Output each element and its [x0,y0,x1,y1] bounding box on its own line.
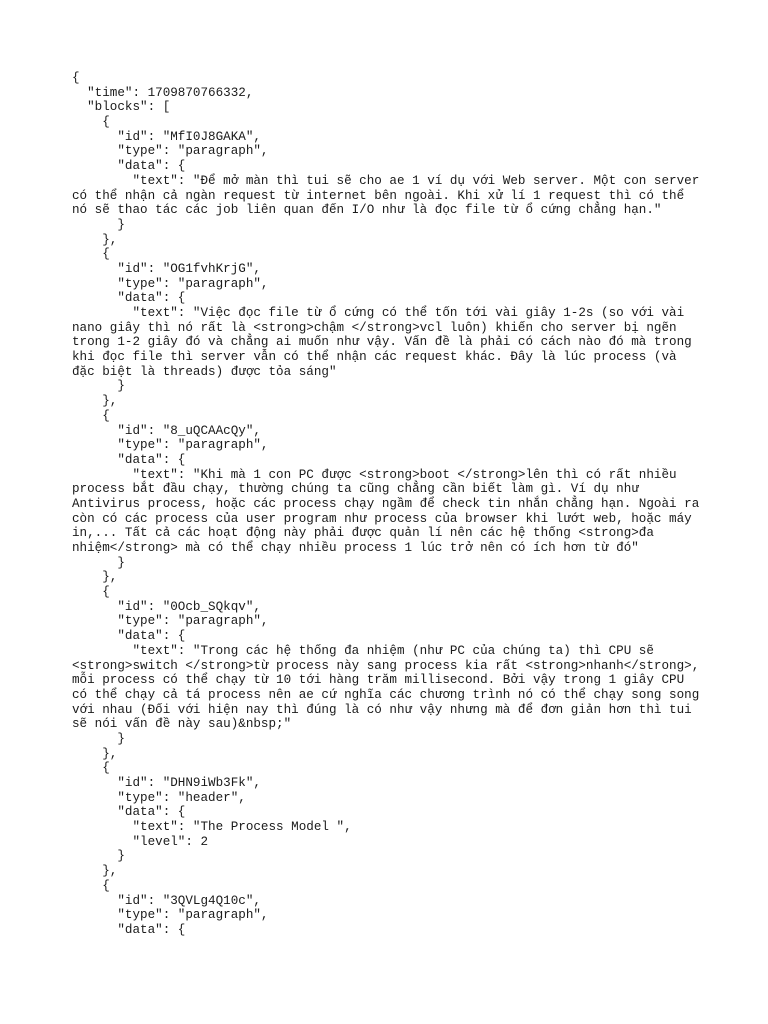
json-document [72,71,712,938]
document-line: còn có các process của user program như process của browser khi lướt web, hoặc máy [72,511,692,526]
document-line: đặc biệt là threads) được tỏa sáng" [72,364,337,379]
document-line: "text": "Khi mà 1 con PC được <strong>boot </strong>lên thì có rất nhiều [72,467,677,482]
document-line: { [72,408,110,423]
document-line: "data": { [72,629,186,644]
document-line: "level": 2 [72,834,209,849]
document-line: khi đọc file thì server vẫn có thể nhận các request khác. Đây là lúc process (và [72,350,677,365]
document-line: nano giây thì nó rất là <strong>chậm </strong>vcl luôn) khiến cho server bị ngẽn [72,320,677,335]
document-line: { [72,71,80,85]
document-line: Antivirus process, hoặc các process chạy ngầm để check tin nhắn chẳng hạn. Ngoài ra [72,496,700,511]
document-line: nhiệm</strong> mà có thể chạy nhiều process 1 lúc trở nên có ích hơn từ đó" [72,541,639,555]
document-line: "data": { [72,291,186,306]
document-line: process bắt đầu chạy, thường chúng ta cũng chẳng cần biết làm gì. Ví dụ như [72,482,639,497]
document-line: "type": "paragraph", [72,438,269,453]
document-line: "type": "header", [72,790,246,805]
document-line: "id": "DHN9iWb3Fk", [72,776,261,790]
document-line: "text": "Trong các hệ thống đa nhiệm (như PC của chúng ta) thì CPU sẽ [72,643,654,658]
document-line: "data": { [72,452,186,467]
document-line: <strong>switch </strong>từ process này sang process kia rất <strong>nhanh</strong>, [72,658,700,673]
document-line: "id": "OG1fvhKrjG", [72,261,261,276]
document-line: "text": "Việc đọc file từ ổ cứng có thể tốn tới vài giây 1-2s (so với vài [72,306,685,320]
document-line: "data": { [72,922,186,937]
document-line: "type": "paragraph", [72,276,269,291]
document-line: }, [72,232,118,247]
document-line: } [72,555,125,570]
document-line: mỗi process có thể chạy từ 10 tới hàng trăm millisecond. Bởi vậy trong 1 giây CPU [72,673,685,688]
document-line: }, [72,746,118,761]
document-line: { [72,761,110,776]
document-line: "id": "3QVLg4Q10c", [72,893,261,908]
document-line: "text": "The Process Model ", [72,820,352,835]
document-line: { [72,247,110,262]
document-line: "type": "paragraph", [72,908,269,923]
document-line: in,... Tất cả các hoạt động này phải được quản lí nên các hệ thống <strong>đa [72,526,654,541]
document-line: có thể chạy cả tá process nên ae cứ nghĩa các chương trình nó có thể chạy song song [72,687,700,702]
document-line: với nhau (Đối với hiện nay thì đúng là có như vậy nhưng mà để đơn giản hơn thì tui [72,702,692,717]
document-line: } [72,217,125,232]
document-line: } [72,849,125,864]
document-line: "id": "MfI0J8GAKA", [72,129,261,144]
document-line: "blocks": [ [72,100,171,115]
document-line: "type": "paragraph", [72,614,269,629]
document-line: { [72,585,110,600]
document-line: trong 1-2 giây đó và chẳng ai muốn như vậy. Vấn đề là phải có cách nào đó mà trong [72,335,692,350]
document-line: "time": 1709870766332, [72,85,254,100]
document-line: { [72,878,110,893]
document-line: sẽ nói vấn đề này sau)&nbsp;" [72,717,292,732]
document-line: }, [72,570,118,585]
document-line: "data": { [72,159,186,174]
document-line: } [72,731,125,746]
document-line: { [72,115,110,130]
document-line: }, [72,394,118,409]
document-line: }, [72,864,118,879]
document-line: "text": "Để mở màn thì tui sẽ cho ae 1 ví dụ với Web server. Một con server [72,173,700,188]
document-line: có thể nhận cả ngàn request từ internet bên ngoài. Khi xử lí 1 request thì có thể [72,188,685,203]
document-line: "id": "8_uQCAAcQy", [72,423,261,438]
document-line: nó sẽ thao tác các job liên quan đến I/O như là đọc file từ ổ cứng chẳng hạn." [72,203,662,218]
document-line: } [72,379,125,394]
document-line: "data": { [72,805,186,820]
document-line: "id": "0Ocb_SQkqv", [72,599,261,614]
document-line: "type": "paragraph", [72,144,269,159]
